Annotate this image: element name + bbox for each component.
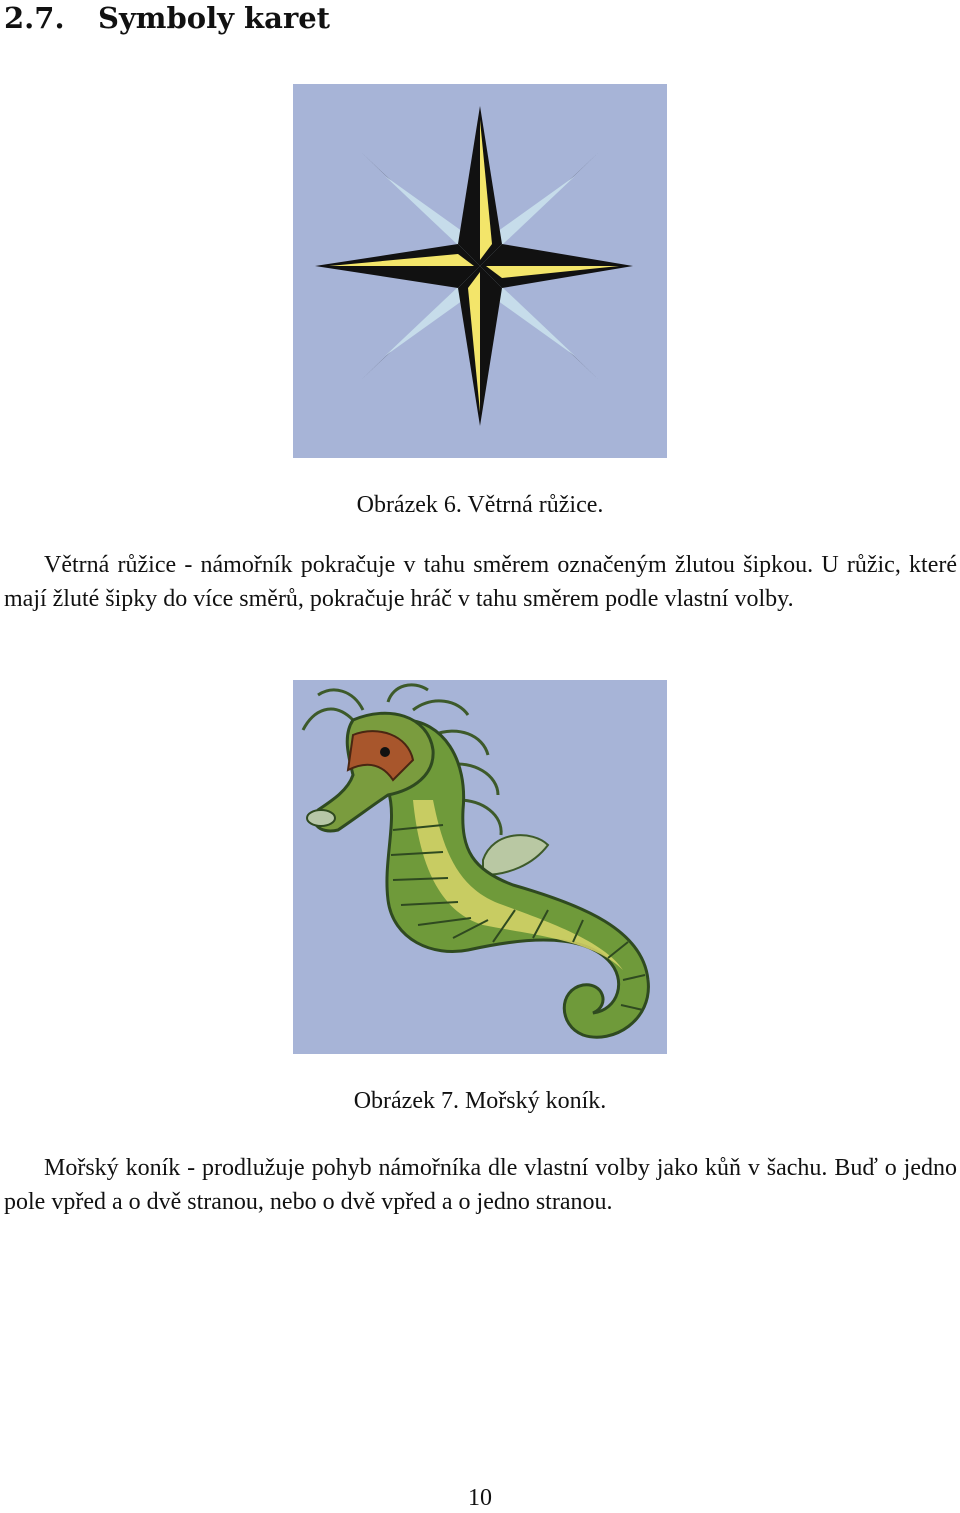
- seahorse-figure: [293, 680, 667, 1054]
- cardinal-points: [315, 106, 633, 426]
- page-number: 10: [468, 1485, 492, 1511]
- seahorse-eye: [380, 747, 390, 757]
- seahorse-snout: [307, 810, 335, 826]
- compass-rose-icon: [293, 84, 667, 458]
- section-heading: [4, 0, 330, 36]
- paragraph-wind-rose: Větrná růžice - námořník pokračuje v tahu směrem označeným žlutou šipkou. U růžic, které mají žluté šipky do více směrů, pokračuje hráč v tahu směrem podle vlastní volby.: [4, 552, 957, 612]
- figure-caption-6: Obrázek 6. Větrná růžice.: [356, 492, 604, 518]
- section-number: 2.7.: [4, 1, 65, 35]
- figure-caption-7: Obrázek 7. Mořský koník.: [353, 1088, 607, 1114]
- seahorse-icon: [293, 680, 667, 1054]
- seahorse-fin: [483, 835, 548, 875]
- section-title: Symboly karet: [98, 1, 331, 35]
- compass-rose-figure: [293, 84, 667, 458]
- paragraph-seahorse: Mořský koník - prodlužuje pohyb námořníka dle vlastní volby jako kůň v šachu. Buď o jedno pole vpřed a o dvě stranou, nebo o dvě vpřed a o jedno stranou.: [4, 1155, 957, 1215]
